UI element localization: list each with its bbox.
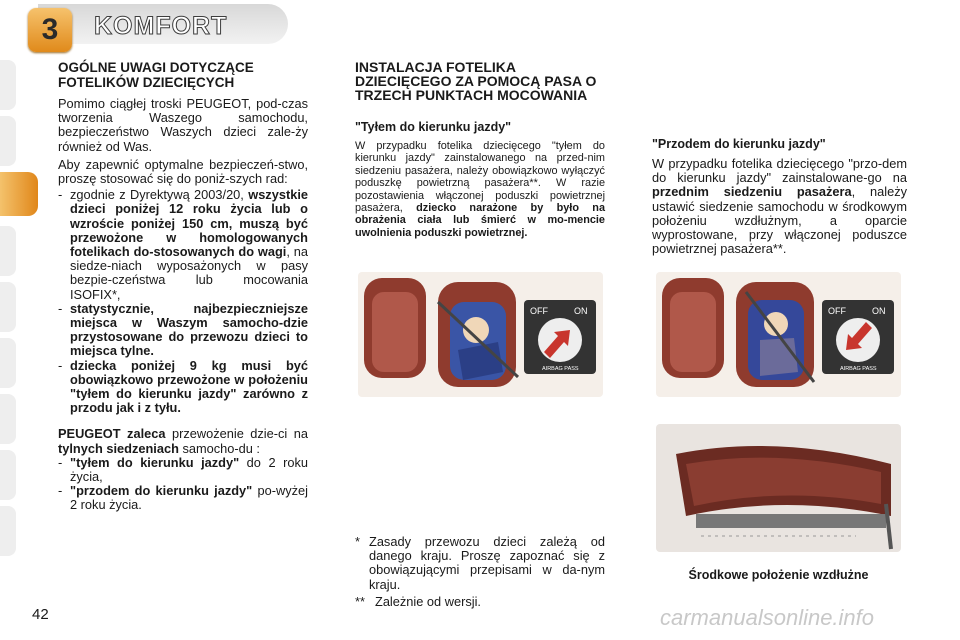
side-tab-8[interactable] <box>0 450 16 500</box>
switch-on-label: ON <box>872 306 886 316</box>
forward-facing-seat-photo <box>656 272 901 397</box>
left-heading: OGÓLNE UWAGI DOTYCZĄCE FOTELIKÓW DZIECIĘCYCH <box>58 60 254 90</box>
text-bold: wszystkie dzieci poniżej 12 roku życia lub o wzroście poniżej 150 cm, muszą być przewożone w homologowanych fotelikach do-stosowanych do wagi <box>70 187 308 260</box>
photo-forward-facing <box>656 272 901 397</box>
footnote-mark: * <box>355 534 360 549</box>
page-number: 42 <box>32 606 49 623</box>
side-tab-4[interactable] <box>0 226 16 276</box>
text-bold: "przodem do kierunku jazdy" <box>70 483 253 499</box>
watermark: carmanualsonline.info <box>660 605 875 630</box>
text: Zależnie od wersji. <box>375 593 481 609</box>
mid-text <box>355 140 605 239</box>
list-item <box>58 302 308 359</box>
airbag-label: AIRBAG PASS <box>840 366 877 372</box>
text: W przypadku fotelika dziecięcego "tyłem do kierunku jazdy" zainstalowanego na przed-nim siedzeniu pasażera, należy obowiązkowo wyłączyć poduszkę powietrzną pasażera**. W razie pozostawienia włączonej poduszki powietrznej pasażera, <box>355 140 605 215</box>
dash: - <box>58 187 63 203</box>
text: Zasady przewozu dzieci zależą od danego kraju. Proszę zapoznać się z obowiązującymi przepisami w da-nym kraju. <box>369 534 605 592</box>
advice-paragraph: Aby zapewnić optymalne bezpieczeń-stwo, proszę stosować się do poniż-szych rad: <box>58 156 308 187</box>
side-tab-2[interactable] <box>0 116 16 166</box>
footnote <box>355 595 605 609</box>
side-tab-active[interactable] <box>0 172 38 216</box>
side-tab-9[interactable] <box>0 506 16 556</box>
side-tab-6[interactable] <box>0 338 16 388</box>
text: po-wyżej 2 roku życia. <box>70 483 308 513</box>
rear-facing-seat-photo <box>358 272 603 397</box>
list-item <box>58 456 308 484</box>
seat-position-caption: Środkowe położenie wzdłużne <box>688 568 869 582</box>
side-tab-7[interactable] <box>0 394 16 444</box>
text-bold: "tyłem do kierunku jazdy" <box>70 454 240 470</box>
text: samocho-du : <box>178 440 260 456</box>
text-bold: przednim siedzeniu pasażera <box>652 184 852 200</box>
mid-heading: INSTALACJA FOTELIKA DZIECIĘCEGO ZA POMOCĄ PASA O TRZECH PUNKTACH MOCOWANIA <box>355 59 597 103</box>
right-subheading: "Przodem do kierunku jazdy" <box>652 137 826 151</box>
text-bold: PEUGEOT zaleca <box>58 426 166 442</box>
photo-seat-rail <box>656 424 901 552</box>
right-text <box>652 157 907 256</box>
left-column <box>58 60 308 513</box>
middle-column <box>355 60 605 239</box>
dash: - <box>58 483 63 499</box>
recommend-paragraph <box>58 427 308 455</box>
text: do 2 roku życia, <box>70 454 308 485</box>
text-bold: dziecka poniżej 9 kg musi być obowiązkowo przewożone w położeniu "tyłem do kierunku jazdy" zarówno z przodu jak i z tyłu. <box>70 357 308 416</box>
list-item <box>58 484 308 512</box>
text: W przypadku fotelika dziecięcego "przo-dem do kierunku jazdy" zainstalowane-go na <box>652 156 907 186</box>
mid-subheading: "Tyłem do kierunku jazdy" <box>355 120 512 134</box>
chapter-title: KOMFORT <box>94 12 228 40</box>
dash: - <box>58 357 63 373</box>
seat-rail-photo <box>656 424 901 552</box>
text: zgodnie z Dyrektywą 2003/20, <box>70 187 244 203</box>
text-bold: dziecko narażone by było na obrażenia ciała lub śmierć w mo-mencie uwolnienia poduszki powietrznej. <box>355 202 605 239</box>
text-bold: tylnych siedzeniach <box>58 440 179 456</box>
dash: - <box>58 300 63 316</box>
chapter-number: 3 <box>41 13 59 46</box>
side-tab-1[interactable] <box>0 60 16 110</box>
footnotes <box>355 535 605 609</box>
intro-paragraph: Pomimo ciągłej troski PEUGEOT, pod-czas tworzenia Waszego samochodu, bezpieczeństwo Waszych dzieci zale-ży również od Was. <box>58 96 308 154</box>
dash: - <box>58 454 63 470</box>
switch-off-label: OFF <box>828 306 846 316</box>
right-column <box>652 137 907 256</box>
text-bold: statystycznie, najbezpieczniejsze miejsca w Waszym samocho-dzie przystosowane do przewozu dzieci to miejsca tylne. <box>70 300 308 359</box>
switch-off-label: OFF <box>530 306 548 316</box>
text: przewożenie dzie-ci na <box>165 426 308 442</box>
text: , należy ustawić siedzenie samochodu w środkowym położeniu wzdłużnym, a oparcie wyprostowane, przy włączonej poduszce powietrznej pasażera**. <box>652 184 907 257</box>
airbag-label: AIRBAG PASS <box>542 366 579 372</box>
footnote <box>355 535 605 592</box>
side-tab-5[interactable] <box>0 282 16 332</box>
list-item <box>58 188 308 302</box>
switch-on-label: ON <box>574 306 588 316</box>
photo-rear-facing <box>358 272 603 397</box>
list-item <box>58 359 308 416</box>
text: , na siedze-niach wyposażonych w pasy bezpie-czeństwa lub mocowania ISOFIX*, <box>70 244 308 302</box>
footnote-mark: ** <box>355 593 365 609</box>
